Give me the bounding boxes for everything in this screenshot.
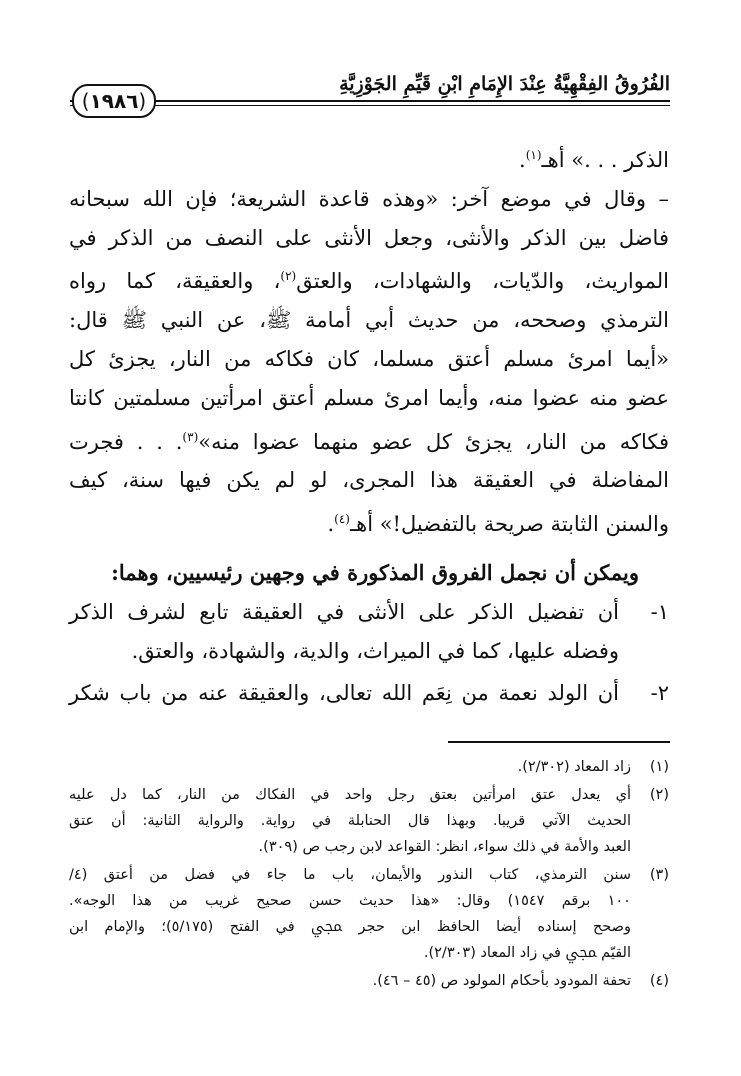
footnote-ref-1: (١) bbox=[525, 148, 542, 162]
footnote-4 bbox=[69, 968, 669, 994]
point-number: ٢- bbox=[650, 681, 669, 706]
footnote-line: تحفة المودود بأحكام المولود ص (٤٥ – ٤٦). bbox=[372, 973, 631, 989]
footnote-ref-3: (٣) bbox=[182, 429, 199, 444]
page-number: ١٩٨٦ bbox=[89, 89, 139, 113]
footnote-line: ١٠٠ برقم ١٥٤٧) وقال: «هذا حديث حسن صحيح غريب من هذا الوجه». bbox=[69, 893, 631, 909]
text-line: فاضل بين الذكر والأنثى، وجعل الأنثى على النصف من الذكر في bbox=[69, 225, 669, 250]
footnote-ref-4: (٤) bbox=[334, 512, 350, 527]
footnotes bbox=[69, 754, 669, 996]
footnote-line: الحديث الآتي قريبا. وبهذا قال الحنابلة في رواية. والرواية الثانية: أن عتق bbox=[69, 813, 631, 829]
footnote-line: القيّم ﷀ في زاد المعاد (٢/٣٠٣). bbox=[423, 945, 631, 961]
footnote-3 bbox=[69, 862, 669, 966]
footnote-separator bbox=[448, 741, 670, 743]
text-line: الذكر . . .» أهـ$^{(١)}$. bbox=[519, 148, 669, 172]
text-line: وفضله عليها، كما في الميراث، والدية، والشهادة، والعتق. bbox=[131, 638, 619, 663]
main-text bbox=[69, 136, 669, 713]
text-line: الترمذي وصححه، من حديث أبي أمامة ﷺ، عن النبي ﷺ قال: bbox=[69, 308, 669, 333]
footnote-number: (٢) bbox=[649, 787, 669, 803]
footnote-number: (٣) bbox=[649, 867, 669, 883]
text-line: والسنن الثابتة صريحة بالتفضيل!» أهـ$^{(٤)}$. bbox=[327, 512, 669, 537]
header-rule-thin bbox=[70, 105, 670, 106]
page-header bbox=[70, 70, 670, 116]
point-1 bbox=[69, 593, 669, 671]
point-number: ١- bbox=[650, 599, 669, 624]
text-line: فكاكه من النار، يجزئ كل عضو منهما عضوا منه»$^{(٣)}$. . . فجرت bbox=[69, 429, 669, 454]
footnote-line: زاد المعاد (٢/٣٠٢). bbox=[517, 759, 631, 775]
text-line: المواريث، والدّيات، والشهادات، والعتق$^{(٢)}$، والعقيقة، كما رواه bbox=[69, 269, 669, 294]
text-line: أن الولد نعمة من نِعَم الله تعالى، والعقيقة عنه من باب شكر bbox=[69, 681, 619, 706]
footnote-2 bbox=[69, 782, 669, 860]
text-line: – وقال في موضع آخر: «وهذه قاعدة الشريعة؛ فإن الله سبحانه bbox=[69, 186, 669, 211]
footnote-line: سنن الترمذي، كتاب النذور والأيمان، باب ما جاء في فضل من أعتق (٤/ bbox=[69, 867, 631, 883]
footnote-line: وصحح إسناده أيضا الحافظ ابن حجر ﷀ في الفتح (٥/١٧٥)؛ والإمام ابن bbox=[69, 919, 631, 935]
footnote-line: أي يعدل عتق امرأتين بعتق رجل واحد في الفكاك من النار، كما دل عليه bbox=[69, 787, 631, 803]
text-line: عضو منه عضوا منه، وأيما امرئ مسلم أعتق امرأتين مسلمتين كانتا bbox=[69, 385, 669, 410]
text-line: «أيما امرئ مسلم أعتق مسلما، كان فكاكه من النار، يجزئ كل bbox=[69, 346, 670, 371]
footnote-ref-2: (٢) bbox=[280, 269, 297, 284]
point-2 bbox=[69, 674, 669, 713]
book-title: الفُرُوقُ الفِقْهِيَّةُ عِنْدَ الإِمَامِ ابْنِ قَيِّمِ الجَوْزِيَّةِ bbox=[331, 70, 670, 98]
header-rule bbox=[70, 100, 670, 102]
summary-intro: ويمكن أن نجمل الفروق المذكورة في وجهين رئيسيين، وهما: bbox=[111, 559, 639, 585]
footnote-line: العبد والأمة في ذلك سواء، انظر: القواعد لابن رجب ص (٣٠٩). bbox=[258, 839, 631, 855]
text-line: أن تفضيل الذكر على الأنثى في العقيقة تابع لشرف الذكر bbox=[69, 599, 619, 624]
footnote-number: (٤) bbox=[649, 973, 669, 989]
footnote-number: (١) bbox=[649, 759, 669, 775]
text-line: المفاضلة في العقيقة هذا المجرى، لو لم يكن فيها سنة، كيف bbox=[69, 468, 669, 493]
footnote-1 bbox=[69, 754, 669, 780]
page-number-badge: (١٩٨٦) bbox=[72, 84, 156, 118]
